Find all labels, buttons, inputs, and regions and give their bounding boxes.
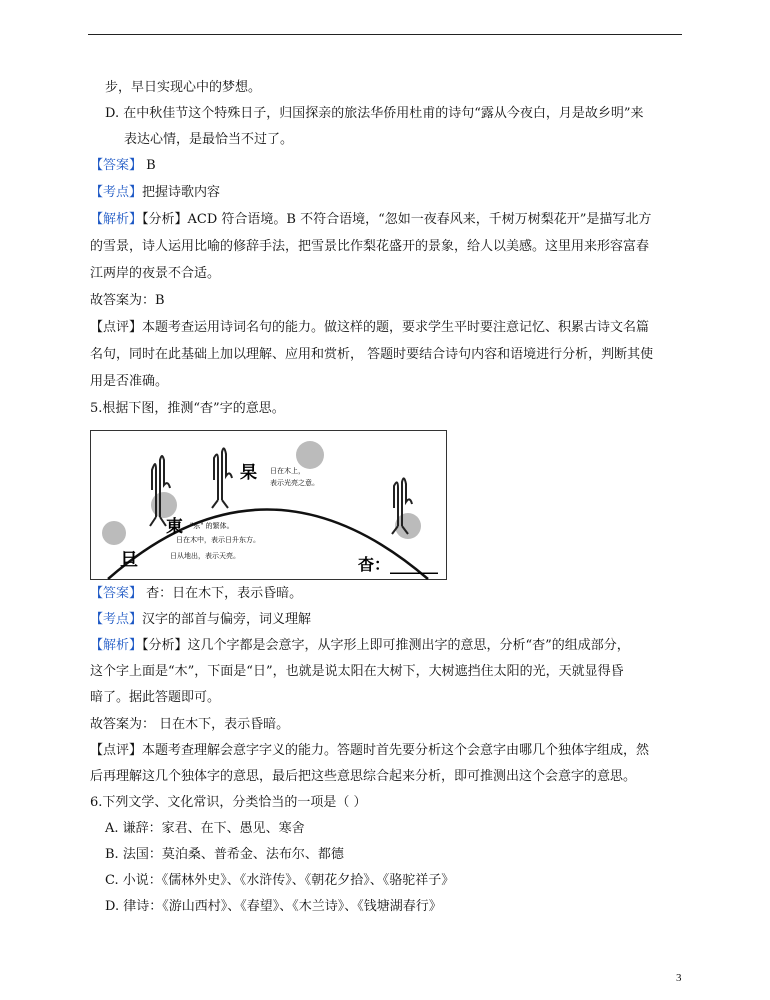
kaodian-tag: 【考点】 bbox=[90, 185, 143, 200]
line-1: 步，早日实现心中的梦想。 bbox=[105, 80, 262, 95]
dianping5-cont: 后再理解这几个独体字的意思，最后把这些意思综合起来分析，即可推测出这个会意字的意思。 bbox=[90, 769, 637, 784]
char-gao: 杲 bbox=[240, 463, 257, 483]
sun-dong bbox=[151, 492, 177, 518]
jiexi5-line bbox=[90, 638, 630, 654]
option-6a: A. 谦辞：家君、在下、愚见、寒舍 bbox=[105, 821, 305, 836]
jiexi5-text: 【分析】这几个字都是会意字，从字形上即可推测出字的意思，分析“杳”的组成部分， bbox=[142, 638, 630, 653]
char-yao: 杳：______ bbox=[358, 555, 439, 574]
answer5-text: 杳：日在木下，表示昏暗。 bbox=[142, 586, 303, 601]
option-d-cont: 表达心情，是最恰当不过了。 bbox=[124, 132, 294, 147]
jiexi5-cont-1: 这个字上面是“木”，下面是“日”，也就是说太阳在大树下，大树遮挡住太阳的光，天就显得昏 bbox=[90, 664, 624, 679]
question-6: 6.下列文学、文化常识，分类恰当的一项是（ ） bbox=[90, 795, 367, 810]
conclusion5-line: 故答案为： 日在木下，表示昏暗。 bbox=[90, 717, 290, 732]
note-dong-2: 日在木中，表示日升东方。 bbox=[176, 536, 260, 544]
conclusion-line: 故答案为：B bbox=[90, 293, 165, 308]
kaodian-line bbox=[90, 185, 220, 201]
kaodian5-text: 汉字的部首与偏旁，词义理解 bbox=[142, 612, 312, 627]
page-number: 3 bbox=[676, 972, 682, 984]
jiexi-tag: 【解析】 bbox=[90, 212, 143, 227]
kaodian-text: 把握诗歌内容 bbox=[142, 185, 221, 200]
jiexi-cont-1: 的雪景，诗人运用比喻的修辞手法，把雪景比作梨花盛开的景象，给人以美感。这里用来形容富春 bbox=[90, 239, 650, 254]
answer5-tag: 【答案】 bbox=[90, 586, 143, 601]
answer5-line bbox=[90, 586, 302, 602]
jiexi5-cont-2: 暗了。据此答题即可。 bbox=[90, 690, 221, 705]
figure-svg bbox=[90, 430, 447, 580]
dianping-cont-1: 名句，同时在此基础上加以理解、应用和赏析， 答题时要结合诗句内容和语境进行分析，判断其使 bbox=[90, 347, 654, 362]
option-6c: C. 小说：《儒林外史》、《水浒传》、《朝花夕拾》、《骆驼祥子》 bbox=[105, 873, 455, 888]
jiexi-cont-2: 江两岸的夜景不合适。 bbox=[90, 266, 221, 281]
option-6b: B. 法国：莫泊桑、普希金、法布尔、都德 bbox=[105, 847, 344, 862]
header-rule bbox=[88, 34, 682, 35]
answer-line bbox=[90, 158, 156, 174]
char-dan: 旦 bbox=[120, 550, 138, 571]
jiexi-text: 【分析】ACD 符合语境。B 不符合语境，“忽如一夜春风来，千树万树梨花开”是描写北方 bbox=[142, 212, 652, 227]
sun-dan bbox=[102, 521, 126, 545]
char-dong: 東 bbox=[166, 517, 183, 537]
dianping-line: 【点评】本题考查运用诗词名句的能力。做这样的题，要求学生平时要注意记忆、积累古诗文名篇 bbox=[90, 320, 650, 335]
note-gao-1: 日在木上， bbox=[270, 467, 305, 475]
note-dong-1: "东" 的繁体。 bbox=[190, 522, 234, 530]
kaodian5-tag: 【考点】 bbox=[90, 612, 143, 627]
answer-tag: 【答案】 bbox=[90, 158, 143, 173]
option-6d: D. 律诗：《游山西村》、《春望》、《木兰诗》、《钱塘湖春行》 bbox=[105, 899, 442, 914]
note-dan: 日从地出，表示天亮。 bbox=[170, 552, 240, 560]
character-figure bbox=[90, 430, 447, 580]
dianping-cont-2: 用是否准确。 bbox=[90, 374, 169, 389]
jiexi-line bbox=[90, 212, 651, 228]
note-gao-2: 表示光亮之意。 bbox=[270, 479, 319, 487]
option-d-line: D. 在中秋佳节这个特殊日子，归国探亲的旅法华侨用杜甫的诗句“露从今夜白，月是故乡明”来 bbox=[105, 106, 644, 121]
answer-text: B bbox=[142, 158, 156, 173]
question-5: 5.根据下图，推测“杳”字的意思。 bbox=[90, 401, 285, 416]
jiexi5-tag: 【解析】 bbox=[90, 638, 143, 653]
sun-gao bbox=[296, 441, 324, 469]
dianping5-line: 【点评】本题考查理解会意字字义的能力。答题时首先要分析这个会意字由哪几个独体字组成，然 bbox=[90, 743, 650, 758]
kaodian5-line bbox=[90, 612, 311, 628]
